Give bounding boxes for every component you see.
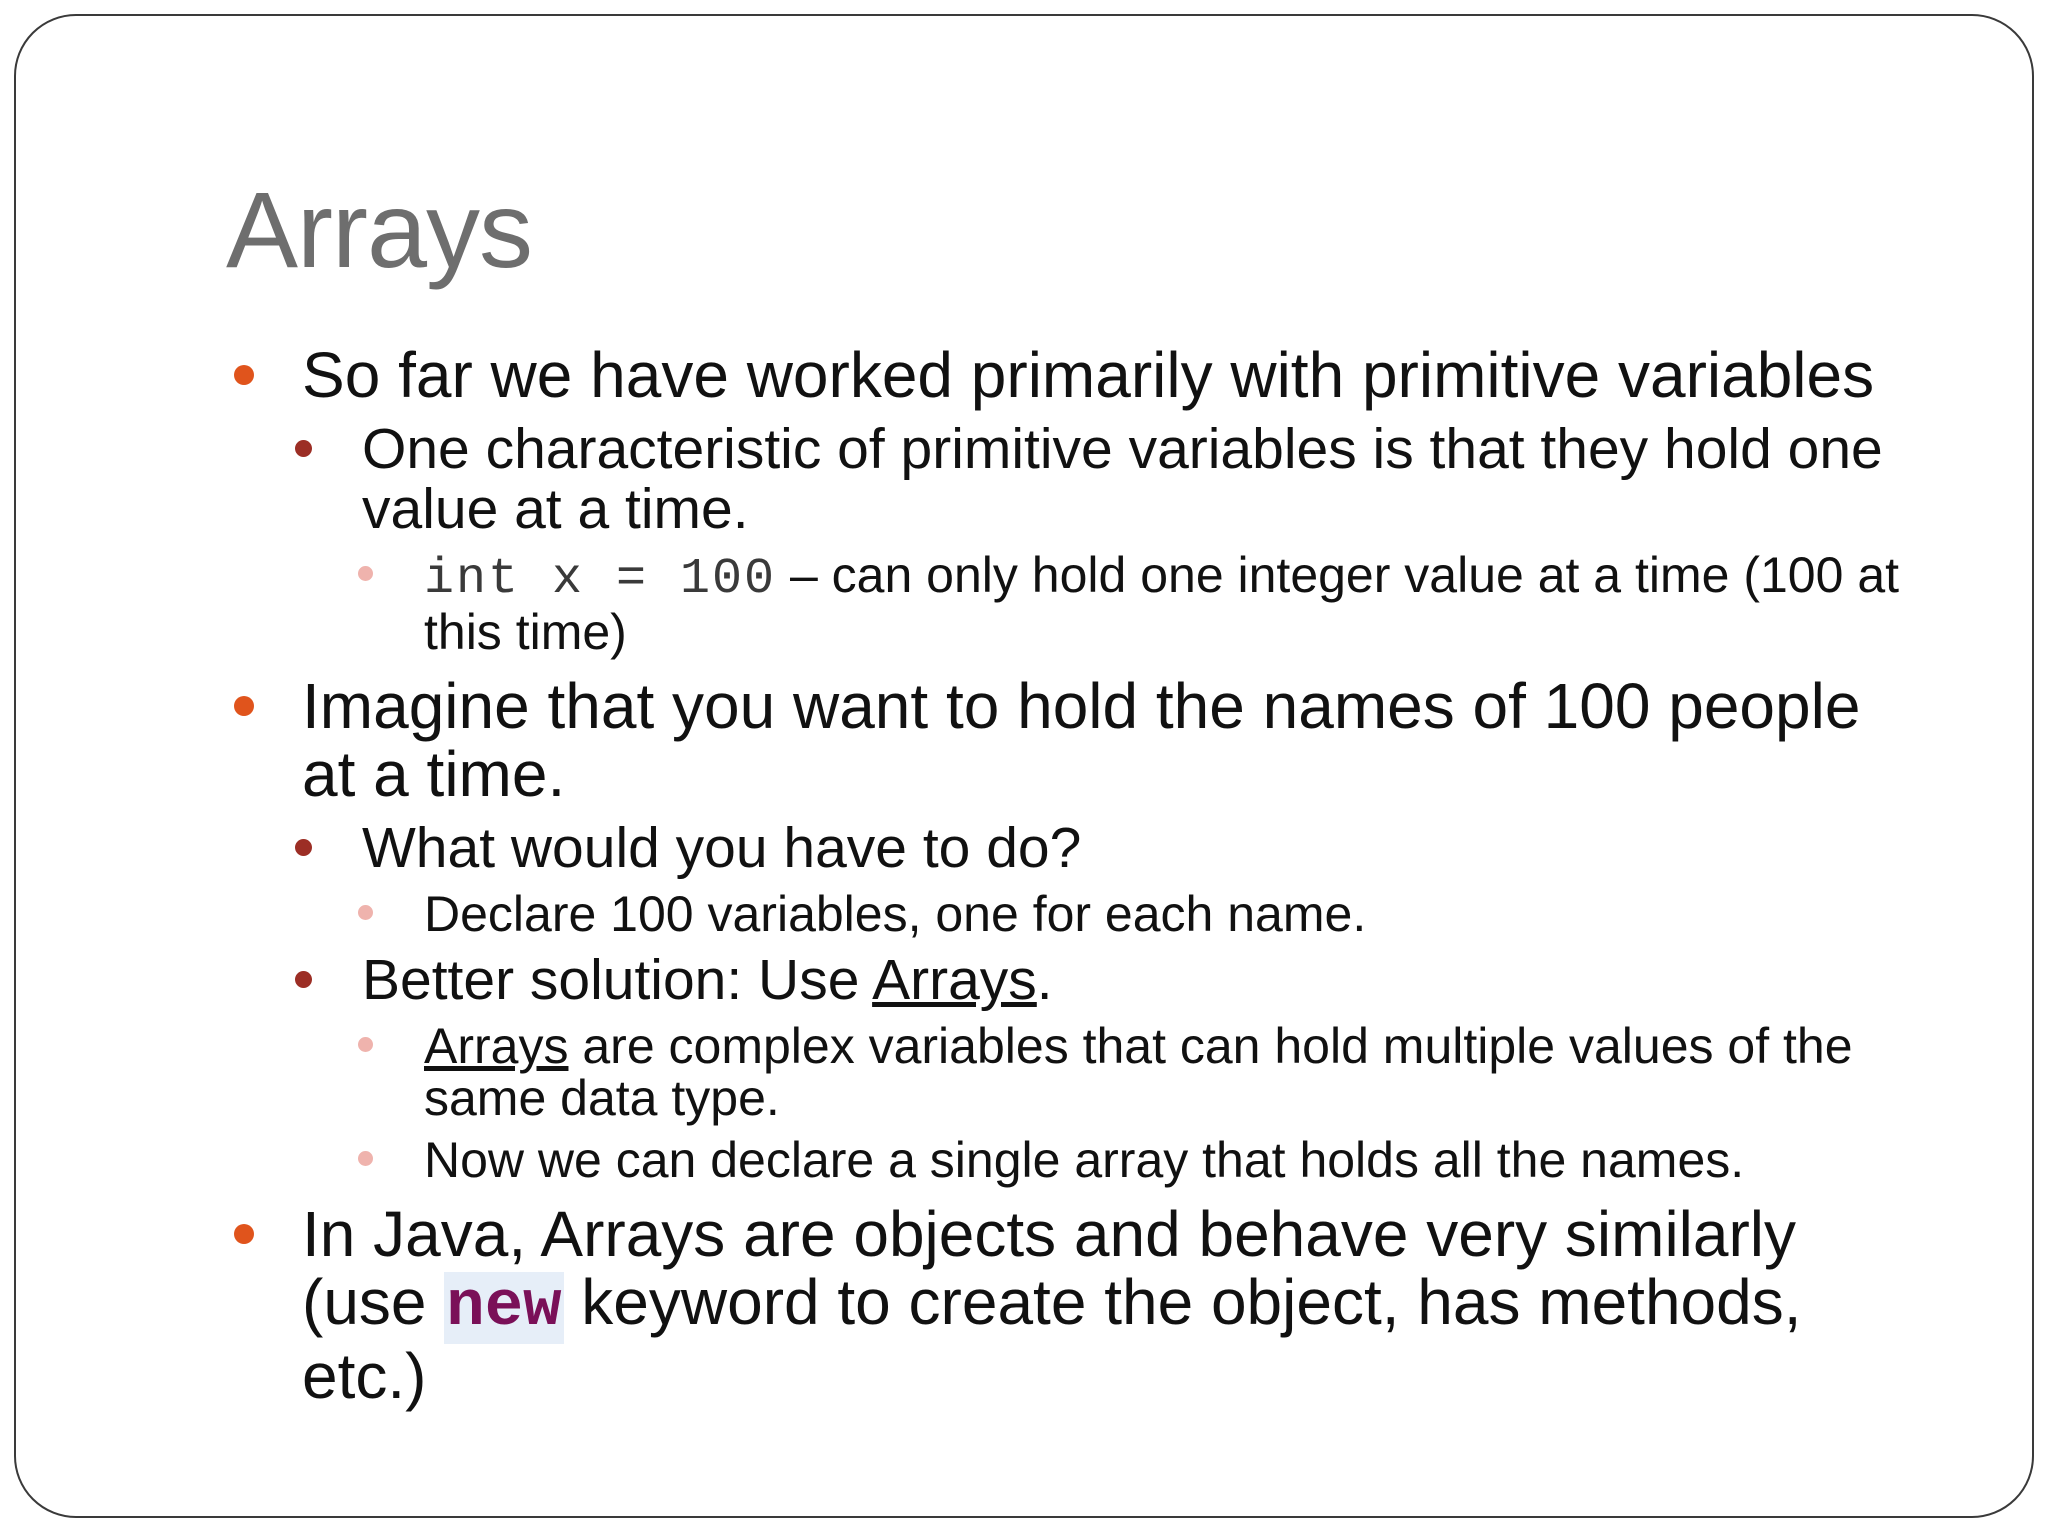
bullet-text: Declare 100 variables, one for each name. bbox=[424, 886, 1367, 942]
bullet-dot-icon bbox=[234, 1224, 254, 1244]
bullet-dot-icon bbox=[234, 365, 254, 385]
bullet-text: What would you have to do? bbox=[362, 816, 1082, 880]
bullet-text-suffix: . bbox=[1036, 948, 1053, 1012]
bullet-dot-icon bbox=[358, 1037, 373, 1052]
bullet-text: Imagine that you want to hold the names of 100 people at a time. bbox=[302, 670, 1861, 810]
bullet-dot-icon bbox=[358, 566, 373, 581]
slide-frame bbox=[14, 14, 2034, 1518]
arrays-term: Arrays bbox=[872, 948, 1037, 1012]
bullet-text-suffix: keyword to create the object, has methods, etc.) bbox=[302, 1266, 1802, 1412]
bullet-java-arrays-objects bbox=[226, 1200, 1926, 1410]
bullet-declare-100 bbox=[348, 888, 1926, 940]
bullet-dot-icon bbox=[358, 905, 373, 920]
bullet-dot-icon bbox=[295, 971, 312, 988]
bullet-dot-icon bbox=[234, 696, 254, 716]
slide-title: Arrays bbox=[226, 169, 533, 290]
bullet-single-array bbox=[348, 1134, 1926, 1186]
code-snippet: int x = 100 bbox=[424, 551, 777, 608]
bullet-better-solution bbox=[286, 950, 1926, 1010]
bullet-imagine-100-people bbox=[226, 672, 1926, 808]
bullet-primitive-variables bbox=[226, 341, 1926, 409]
bullet-text: – can only hold one integer value at a time (100 at this time) bbox=[424, 547, 1900, 660]
slide-content bbox=[226, 341, 1926, 1410]
new-keyword: new bbox=[446, 1272, 562, 1344]
bullet-text: One characteristic of primitive variables is that they hold one value at a time. bbox=[362, 417, 1883, 541]
bullet-dot-icon bbox=[295, 839, 312, 856]
bullet-text: So far we have worked primarily with primitive variables bbox=[302, 339, 1875, 411]
bullet-dot-icon bbox=[295, 440, 312, 457]
bullet-one-value bbox=[286, 419, 1926, 539]
bullet-what-to-do bbox=[286, 818, 1926, 878]
bullet-text-prefix: In Java, Arrays are objects and behave very similarly (use bbox=[302, 1198, 1796, 1338]
bullet-int-example bbox=[348, 549, 1926, 658]
bullet-text-prefix: Better solution: Use bbox=[362, 948, 873, 1012]
bullet-text: are complex variables that can hold multiple values of the same data type. bbox=[424, 1018, 1853, 1126]
arrays-term: Arrays bbox=[424, 1018, 569, 1074]
bullet-arrays-definition bbox=[348, 1020, 1926, 1124]
bullet-dot-icon bbox=[358, 1151, 373, 1166]
bullet-text: Now we can declare a single array that holds all the names. bbox=[424, 1132, 1745, 1188]
